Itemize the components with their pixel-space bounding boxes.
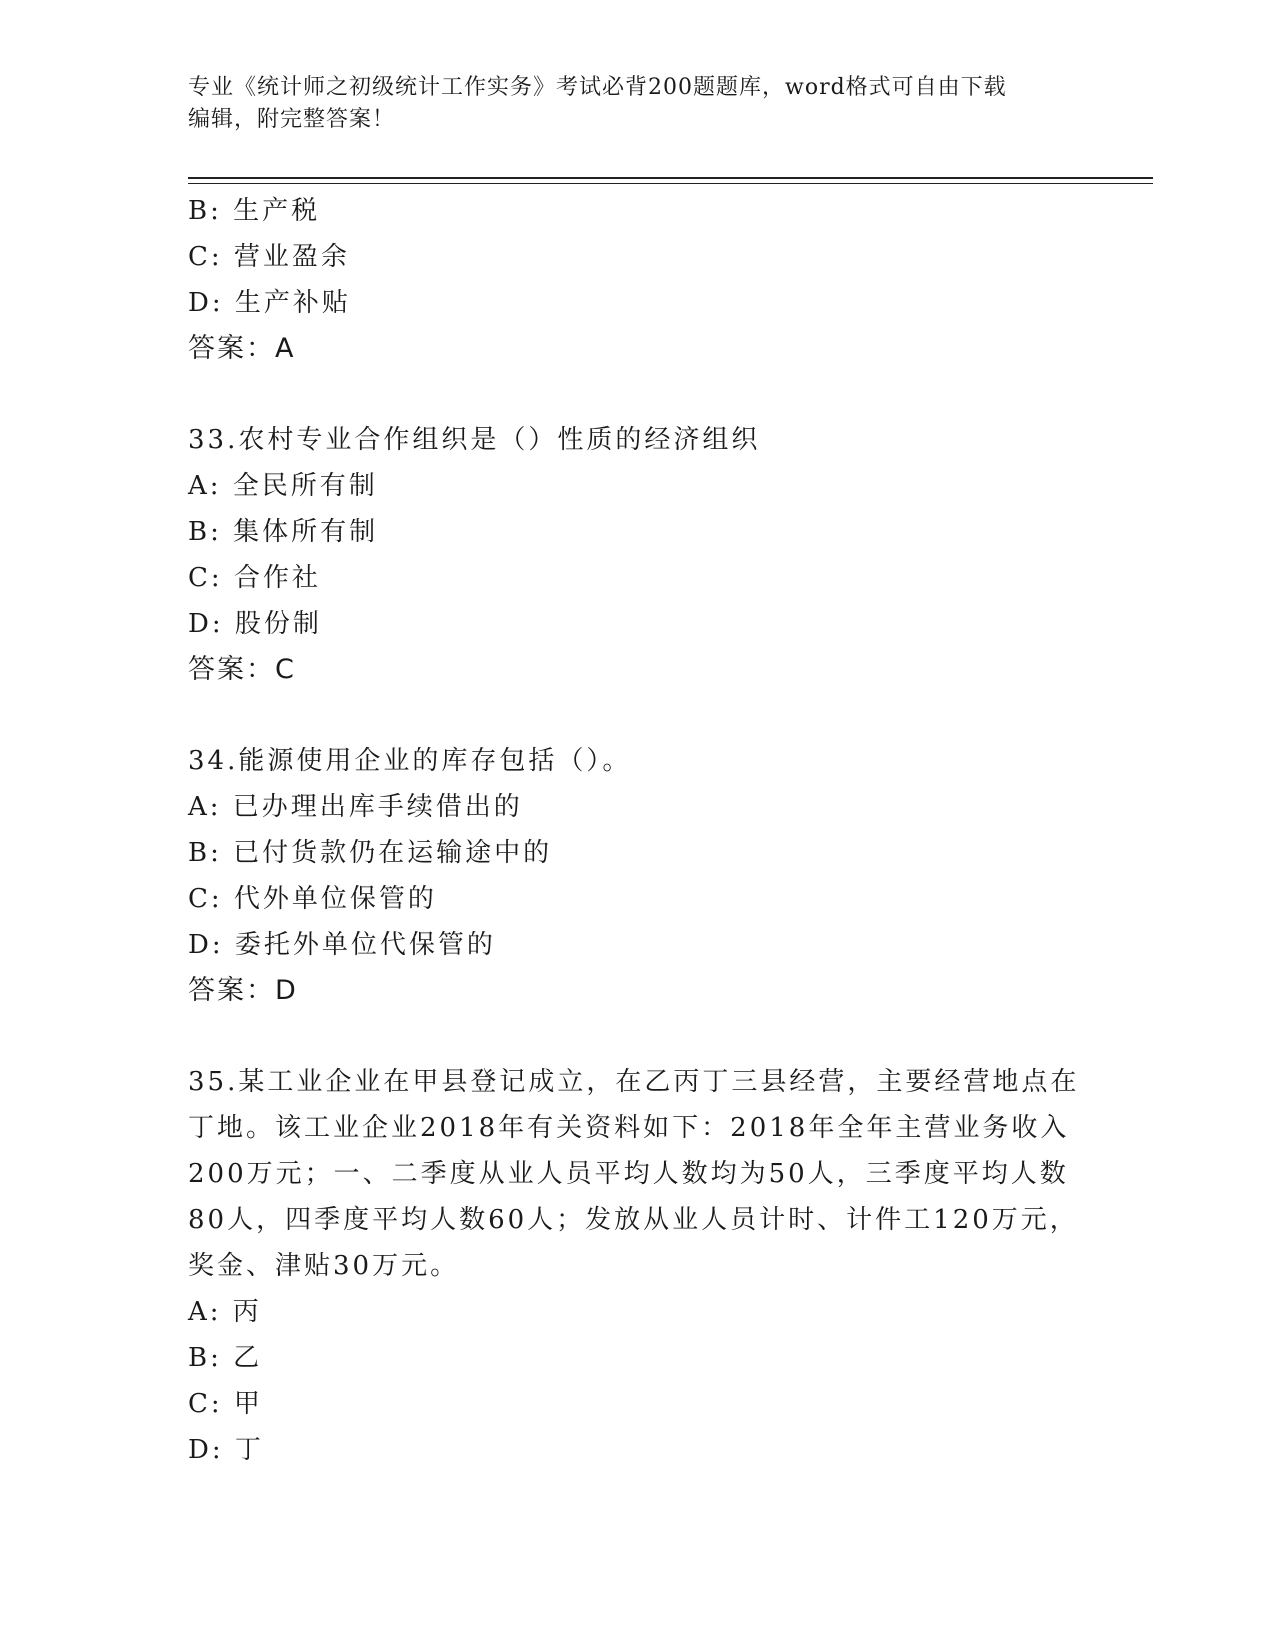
option-b: B: 乙 [188,1343,263,1373]
header-title-line-1: 专业《统计师之初级统计工作实务》考试必背200题题库，word格式可自由下载 [188,75,1007,100]
question-stem-line-4: 80人，四季度平均人数60人；发放从业人员计时、计件工120万元， [188,1205,1079,1235]
option-d: D: 生产补贴 [188,288,351,318]
header-title-line-2: 编辑，附完整答案！ [188,107,396,132]
option-c: C: 甲 [188,1389,263,1419]
option-c: C: 营业盈余 [188,242,350,272]
header-divider-thick [188,177,1153,179]
spacer [188,1014,1088,1059]
question-stem-line-1: 35.某工业企业在甲县登记成立，在乙丙丁三县经营，主要经营地点在 [188,1067,1080,1097]
question-34 [188,738,1088,1014]
header-divider-thin [188,183,1153,184]
spacer [188,372,1088,417]
question-33 [188,417,1088,693]
question-stem-line-3: 200万元；一、二季度从业人员平均人数均为50人，三季度平均人数 [188,1159,1069,1189]
answer-label: 答案：C [188,654,296,685]
spacer [188,693,1088,738]
option-b: B: 集体所有制 [188,517,379,547]
document-header [188,72,1088,136]
option-c: C: 代外单位保管的 [188,884,437,914]
question-stem-line-2: 丁地。该工业企业2018年有关资料如下：2018年全年主营业务收入 [188,1113,1070,1143]
answer-label: 答案：A [188,333,296,364]
question-32 [188,188,1088,372]
option-a: A: 丙 [188,1297,262,1327]
question-stem: 34.能源使用企业的库存包括（）。 [188,746,632,776]
answer-label: 答案：D [188,975,298,1006]
question-stem: 33.农村专业合作组织是（）性质的经济组织 [188,425,761,455]
option-d: D: 委托外单位代保管的 [188,930,496,960]
option-a: A: 已办理出库手续借出的 [188,792,523,822]
option-a: A: 全民所有制 [188,471,378,501]
option-b: B: 已付货款仍在运输途中的 [188,838,553,868]
option-b: B: 生产税 [188,196,321,226]
question-content [188,188,1088,1473]
option-d: D: 股份制 [188,609,322,639]
question-stem-line-5: 奖金、津贴30万元。 [188,1251,460,1281]
option-c: C: 合作社 [188,563,321,593]
question-35 [188,1059,1088,1473]
option-d: D: 丁 [188,1435,264,1465]
